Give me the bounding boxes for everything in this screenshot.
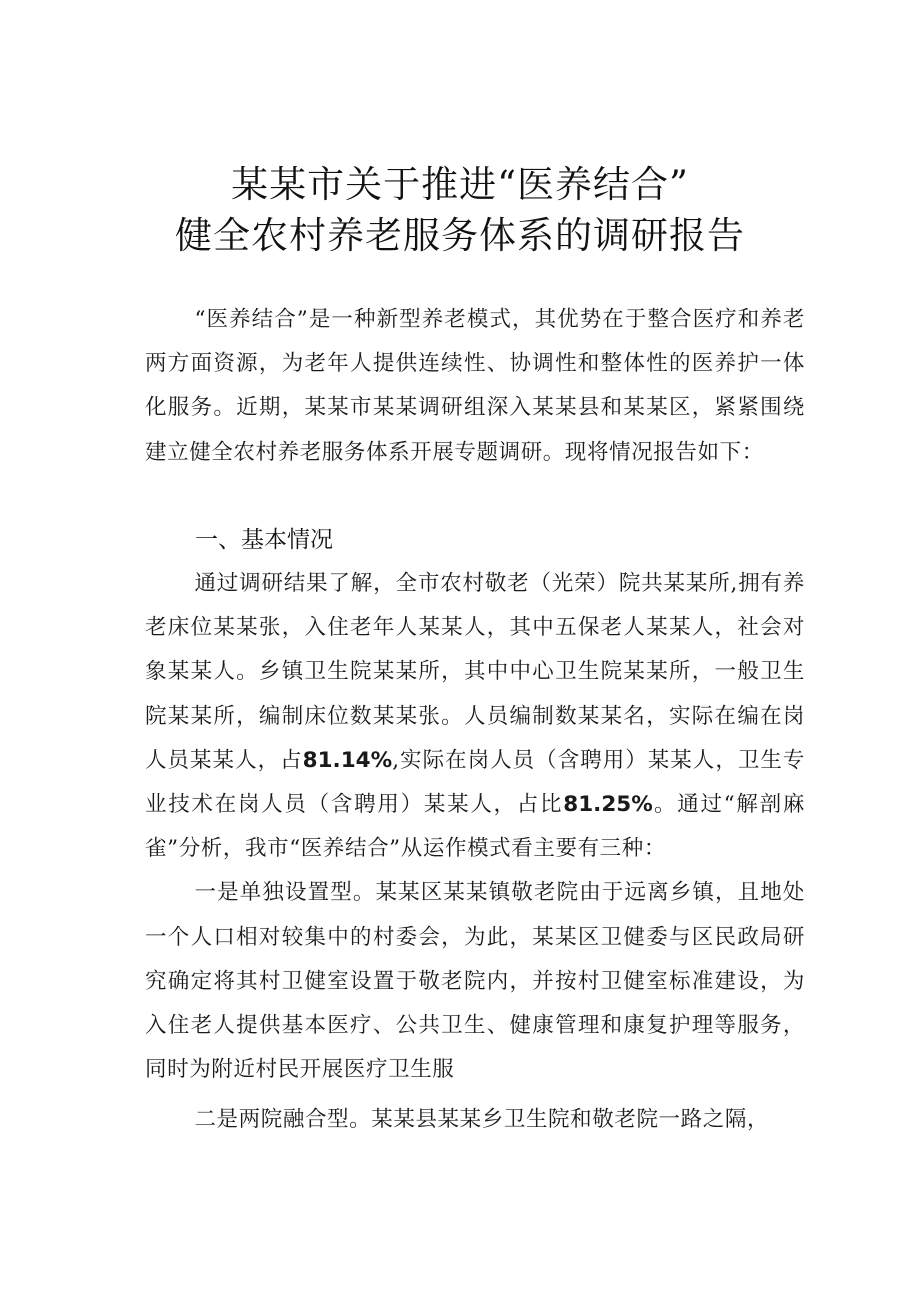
para1-text-2: ,实际在岗人员（含聘用）某某人，卫生专业技术在岗人员（含聘用）某某人，占比 — [145, 747, 805, 818]
para1-percentage-2: 81.25% — [563, 792, 653, 818]
document-title-line-2: 健全农村养老服务体系的调研报告 — [175, 214, 745, 257]
intro-paragraph: “医养结合”是一种新型养老模式，其优势在于整合医疗和养老两方面资源，为老年人提供连续性、协调性和整体性的医养护一体化服务。近期，某某市某某调研组深入某某县和某某区，紧紧围绕建立健全农村养老服务体系开展专题调研。现将情况报告如下： — [145, 307, 805, 465]
para1-text-3: 。通过“解剖麻雀”分析，我市“医养结合”从运作模式看主要有三种： — [145, 792, 805, 862]
para1-text-1: 通过调研结果了解，全市农村敬老（光荣）院共某某所,拥有养老床位某某张，入住老年人某某人，其中五保老人某某人，社会对象某某人。乡镇卫生院某某所，其中中心卫生院某某所，一般卫生院某某所，编制床位数某某张。人员编制数某某名，实际在编在岗人员某某人，占 — [145, 571, 805, 773]
document-title-line-1: 某某市关于推进“医养结合” — [231, 163, 689, 206]
intro-section — [145, 298, 805, 475]
model-two-paragraph: 二是两院融合型。某某县某某乡卫生院和敬老院一路之隔， — [194, 1107, 770, 1133]
para1-percentage-1: 81.14% — [302, 747, 393, 773]
basic-situation-paragraph — [145, 562, 805, 871]
basic-situation-section — [145, 562, 805, 1143]
section-heading-basic-situation: 一、基本情况 — [195, 527, 333, 553]
model-one-paragraph: 一是单独设置型。某某区某某镇敬老院由于远离乡镇，且地处一个人口相对较集中的村委会，为此，某某区卫健委与区民政局研究确定将其村卫健室设置于敬老院内，并按村卫健室标准建设，为入住老人提供基本医疗、公共卫生、健康管理和康复护理等服务，同时为附近村民开展医疗卫生服 — [145, 880, 805, 1083]
